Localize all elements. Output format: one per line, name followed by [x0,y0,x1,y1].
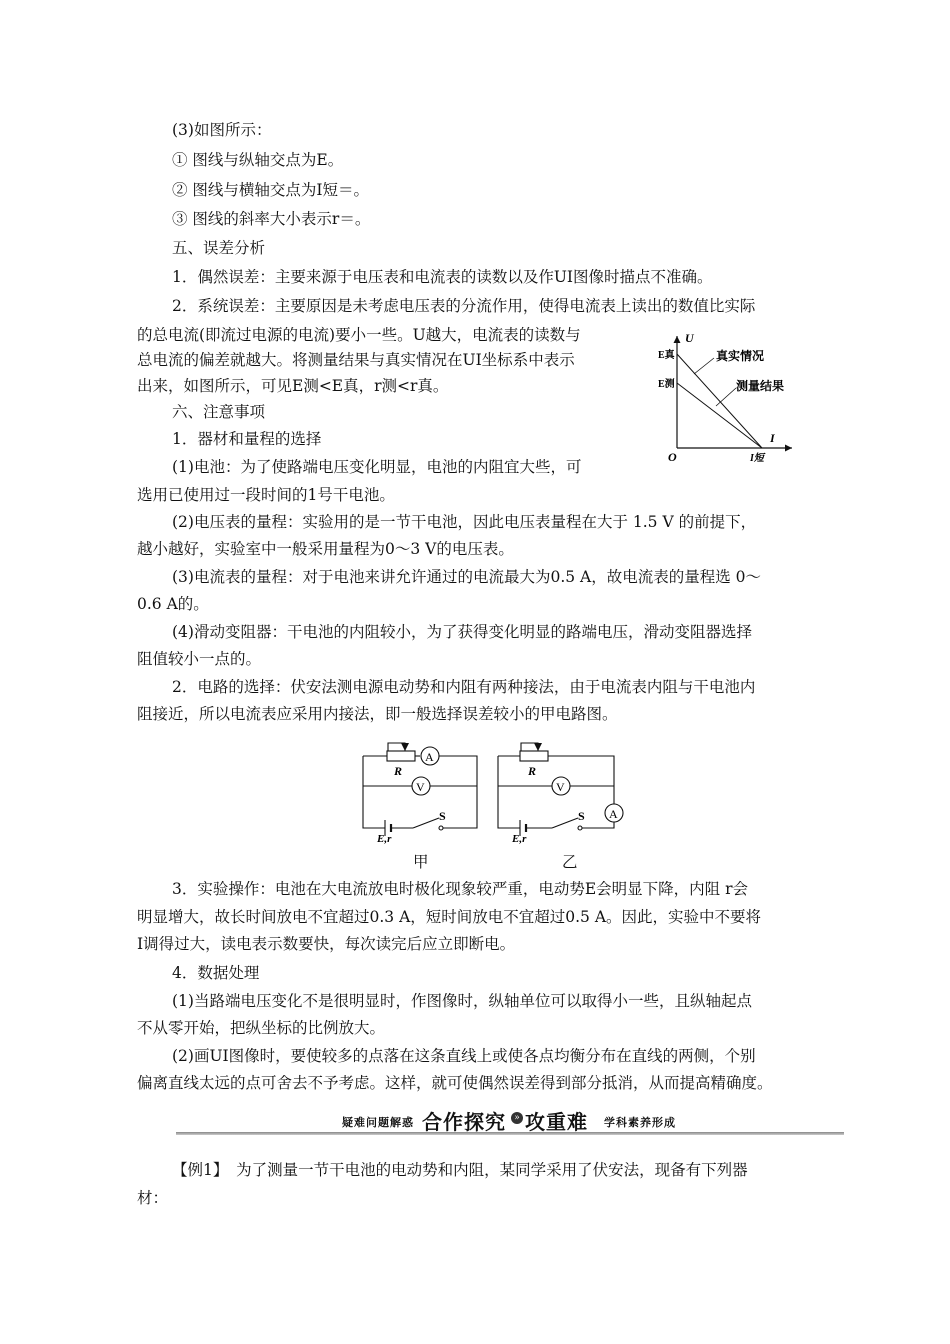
text-line: 0.6 A的。 [137,595,209,613]
rheostat-label: R [394,764,403,778]
measured-result-label: 测量结果 [736,379,785,393]
ammeter-label: A [425,750,434,764]
ammeter-label: A [609,807,618,821]
section-heading: 六、注意事项 [172,403,266,421]
battery-label: E,r [512,833,527,845]
u-label: U [685,331,694,345]
meas-leader [716,388,736,406]
text-line: 越小越好，实验室中一般采用量程为0～3 V的电压表。 [137,540,514,558]
e-true-label: E真 [658,350,675,361]
text-line: ② 图线与横轴交点为I短＝。 [172,181,370,199]
text-line: 3．实验操作：电池在大电流放电时极化现象较严重，电动势E会明显下降，内阻 r会 [172,880,749,898]
voltmeter-label: V [416,780,425,794]
text-line: 不从零开始，把纵坐标的比例放大。 [137,1019,386,1037]
text-line: ① 图线与纵轴交点为E。 [172,151,344,169]
text-line: 阻值较小一点的。 [137,650,262,668]
text-line: (3)如图所示： [172,121,272,139]
text-line: (2)画UI图像时，要使较多的点落在这条直线上或使各点均衡分布在直线的两侧，个别 [172,1047,756,1065]
real-case-label: 真实情况 [716,349,765,363]
text-line: 4．数据处理 [172,964,260,982]
real-leader [694,358,714,374]
text-line: (3)电流表的量程：对于电池来讲允许通过的电流最大为0.5 A，故电流表的量程选 0～ [172,568,762,586]
real-line [677,354,762,448]
example-line: 【例1】 为了测量一节干电池的电动势和内阻，某同学采用了伏安法，现备有下列器 [172,1161,748,1179]
text-line: (2)电压表的量程：实验用的是一节干电池，因此电压表量程在大于 1.5 V 的前提下， [172,513,757,531]
battery-label: E,r [377,833,392,845]
figure-caption-jia: 甲 [413,853,429,871]
switch-label: S [578,809,585,823]
text-line: 2．电路的选择：伏安法测电源电动势和内阻有两种接法，由于电流表内阻与干电池内 [172,678,756,696]
text-line: 1．器材和量程的选择 [172,430,322,448]
text-line: 偏离直线太远的点可舍去不予考虑。这样，就可使偶然误差得到部分抵消，从而提高精确度。 [137,1074,773,1092]
figure-caption-yi: 乙 [562,853,578,871]
banner-right-text: 学科素养形成 [604,1116,676,1129]
text-line: 明显增大，故长时间放电不宜超过0.3 A，短时间放电不宜超过0.5 A。因此，实验中不要将 [137,908,762,926]
text-line: ③ 图线的斜率大小表示r＝。 [172,210,371,228]
text-line: 总电流的偏差就越大。将测量结果与真实情况在UI坐标系中表示 [137,351,575,369]
text-line: 2．系统误差：主要原因是未考虑电压表的分流作用，使得电流表上读出的数值比实际 [172,297,756,315]
text-line: (1)电池：为了使路端电压变化明显，电池的内阻宜大些，可 [172,458,582,476]
text-line: 的总电流(即流过电源的电流)要小一些。U越大，电流表的读数与 [137,326,581,344]
i-short-label: I短 [750,453,764,464]
text-line: (4)滑动变阻器：干电池的内阻较小，为了获得变化明显的路端电压，滑动变阻器选择 [172,623,752,641]
i-label: I [770,431,775,445]
text-line: 选用已使用过一段时间的1号干电池。 [137,486,395,504]
switch-label: S [439,809,446,823]
text-line: 阻接近，所以电流表应采用内接法，即一般选择误差较小的甲电路图。 [137,705,618,723]
section-banner [176,1108,844,1138]
text-line: 1．偶然误差：主要来源于电压表和电流表的读数以及作UI图像时描点不准确。 [172,268,713,286]
e-meas-label: E测 [658,379,675,390]
section-heading: 五、误差分析 [172,239,266,257]
banner-left-text: 疑难问题解惑 [342,1116,414,1129]
circuit-jia-figure [355,738,485,846]
text-line: 材： [137,1189,169,1207]
banner-title-1: 合作探究 [422,1110,506,1134]
circuit-yi-figure [490,738,630,846]
banner-rule [176,1132,844,1135]
text-line: (1)当路端电压变化不是很明显时，作图像时，纵轴单位可以取得小一些，且纵轴起点 [172,992,752,1010]
text-line: 出来，如图所示，可见E测<E真，r测<r真。 [137,377,449,395]
banner-arrow-icon: » [511,1112,523,1124]
ui-graph-figure [650,330,800,470]
rheostat-label: R [528,764,537,778]
banner-title-2: 攻重难 [525,1110,588,1134]
text-line: I调得过大，读电表示数要快，每次读完后应立即断电。 [137,935,516,953]
voltmeter-label: V [556,780,565,794]
origin-label: O [668,450,677,464]
